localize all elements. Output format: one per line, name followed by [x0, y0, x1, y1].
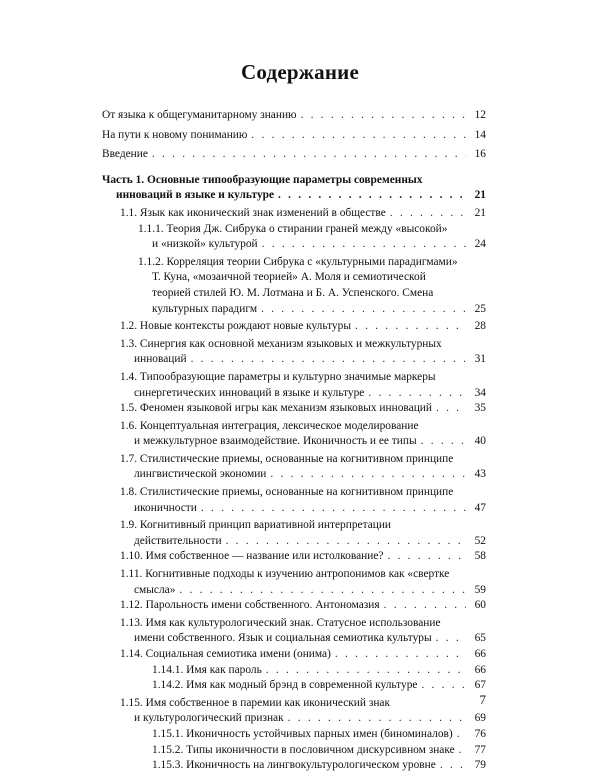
toc-page-number: 65	[474, 632, 486, 645]
toc-entry-text: Введение	[102, 148, 148, 161]
dot-leader	[262, 237, 466, 253]
toc-entry-text: 1.14.2. Имя как модный брэнд в современной культуре	[152, 679, 418, 692]
dot-leader	[421, 678, 466, 694]
toc-entry-text: инноваций	[134, 353, 187, 366]
toc-page-number: 66	[474, 648, 486, 660]
dot-leader	[152, 147, 466, 163]
toc-page-number: 24	[474, 238, 486, 251]
dot-leader	[201, 501, 466, 517]
dot-leader	[261, 302, 466, 318]
dot-leader	[368, 386, 466, 402]
dot-leader	[335, 647, 466, 663]
toc-entry-text: 1.6. Концептуальная интеграция, лексическое моделирование	[120, 419, 419, 432]
toc-entry-text: 1.15.2. Типы иконичности в пословичном дискурсивном знаке	[152, 743, 455, 756]
toc-entry-text: От языка к общегуманитарному знанию	[102, 109, 297, 121]
toc-entry[interactable]	[102, 678, 486, 694]
toc-entry-text: 1.2. Новые контексты рождают новые культуры	[120, 320, 351, 333]
toc-entry-text: 1.12. Парольность имени собственного. Антономазия	[120, 599, 380, 612]
dot-leader	[457, 727, 466, 743]
toc-page-number: 21	[474, 206, 486, 219]
toc-entry[interactable]	[102, 173, 486, 204]
toc-entry[interactable]	[102, 743, 486, 759]
table-of-contents	[102, 108, 486, 774]
dot-leader	[390, 206, 466, 222]
toc-entry-text: 1.1. Язык как иконический знак изменений в обществе	[120, 206, 386, 219]
toc-entry[interactable]	[102, 727, 486, 743]
toc-entry-text: 1.1.1. Теория Дж. Сибрука о стирании граней между «высокой»	[138, 222, 448, 235]
toc-entry[interactable]	[102, 419, 486, 450]
toc-entry-text: теорией стилей Ю. М. Лотмана и Б. А. Успенского. Смена	[152, 286, 434, 299]
toc-entry-text: 1.5. Феномен языковой игры как механизм языковых инноваций	[120, 402, 432, 415]
toc-entry-text: Т. Куна, «мозаичной теорией» А. Моля и семиотической	[152, 271, 426, 284]
toc-entry-text: 1.11. Когнитивные подходы к изучению антропонимов как «свертке	[120, 568, 450, 581]
dot-leader	[355, 319, 466, 335]
toc-page-number: 25	[474, 302, 486, 315]
dot-leader	[179, 583, 466, 599]
toc-page-number: 77	[474, 743, 486, 756]
toc-page-number: 40	[474, 435, 486, 448]
toc-entry[interactable]	[102, 549, 486, 565]
page-title: Содержание	[241, 60, 359, 84]
dot-leader	[440, 758, 466, 774]
dot-leader	[266, 663, 466, 679]
toc-entry-text: 1.8. Стилистические приемы, основанные на когнитивном принципе	[120, 486, 454, 499]
toc-entry[interactable]	[102, 452, 486, 483]
toc-entry-text: иконичности	[134, 501, 197, 514]
toc-page-number: 52	[474, 534, 486, 547]
toc-entry-text: имени собственного. Язык и социальная семиотика культуры	[134, 632, 432, 645]
toc-entry[interactable]	[102, 370, 486, 401]
toc-entry-text: Часть 1. Основные типообразующие параметры современных	[102, 173, 423, 186]
toc-entry[interactable]	[102, 663, 486, 679]
toc-entry[interactable]	[102, 319, 486, 335]
toc-page-number: 67	[474, 679, 486, 692]
toc-entry[interactable]	[102, 255, 486, 317]
toc-entry-text: 1.14.1. Имя как пароль	[152, 663, 262, 676]
toc-page-number: 16	[474, 148, 486, 161]
toc-entry-text: и межкультурное взаимодействие. Иконичность и ее типы	[134, 435, 417, 448]
toc-page-number: 31	[474, 353, 486, 366]
toc-entry-text: действительности	[134, 534, 222, 547]
toc-entry-text: культурных парадигм	[152, 302, 258, 315]
toc-entry[interactable]	[102, 337, 486, 368]
toc-entry[interactable]	[102, 567, 486, 598]
toc-entry-text: 1.4. Типообразующие параметры и культурно значимые маркеры	[120, 370, 436, 383]
toc-entry[interactable]	[102, 647, 486, 663]
toc-entry-text: инноваций в языке и культуре	[116, 189, 275, 202]
toc-entry[interactable]	[102, 598, 486, 614]
dot-leader	[387, 549, 466, 565]
toc-entry-text: 1.1.2. Корреляция теории Сибрука с «культурными парадигмами»	[138, 255, 458, 268]
toc-entry-text: 1.13. Имя как культурологический знак. Статусное использование	[120, 616, 441, 629]
toc-entry[interactable]	[102, 401, 486, 417]
toc-entry-text: 1.10. Имя собственное — название или истолкование?	[120, 550, 384, 563]
toc-entry-text: 1.15.1. Иконичность устойчивых парных имен (биноминалов)	[152, 727, 453, 740]
toc-page-number: 66	[474, 663, 486, 676]
toc-page-number: 34	[474, 386, 486, 399]
toc-entry-text: 1.14. Социальная семиотика имени (онима)	[120, 648, 331, 660]
toc-entry[interactable]	[102, 758, 486, 774]
dot-leader	[270, 467, 466, 483]
dot-leader	[251, 128, 466, 144]
toc-entry-text: На пути к новому пониманию	[102, 128, 248, 141]
toc-page-number: 76	[474, 727, 486, 740]
toc-page-number: 79	[474, 759, 486, 772]
dot-leader	[421, 434, 466, 450]
toc-entry-text: смысла»	[134, 583, 176, 596]
toc-entry-text: 1.15. Имя собственное в паремии как иконический знак	[120, 696, 391, 709]
toc-entry[interactable]	[102, 222, 486, 253]
dot-leader	[191, 352, 466, 368]
dot-leader	[301, 108, 466, 124]
toc-entry-text: и культурологический признак	[134, 712, 284, 725]
toc-page-number: 43	[474, 468, 486, 481]
toc-entry-text: 1.7. Стилистические приемы, основанные на когнитивном принципе	[120, 452, 454, 465]
toc-entry[interactable]	[102, 616, 486, 647]
page-number: 7	[479, 692, 486, 707]
toc-page-number: 21	[474, 189, 486, 202]
toc-page-number: 69	[474, 712, 486, 725]
toc-page-number: 14	[474, 128, 486, 141]
toc-page-number: 12	[474, 109, 486, 121]
dot-leader	[436, 401, 466, 417]
toc-page-number: 47	[474, 501, 486, 514]
toc-entry[interactable]	[102, 485, 486, 516]
toc-entry[interactable]	[102, 147, 486, 163]
toc-page-number: 35	[474, 402, 486, 415]
dot-leader	[226, 534, 466, 550]
toc-entry[interactable]	[102, 518, 486, 549]
dot-leader	[288, 711, 466, 727]
toc-page-number: 59	[474, 583, 486, 596]
toc-entry[interactable]	[102, 696, 486, 727]
toc-entry[interactable]	[102, 206, 486, 222]
toc-entry-text: синергетических инноваций в языке и культуре	[134, 386, 365, 399]
toc-entry[interactable]	[102, 128, 486, 144]
toc-entry[interactable]	[102, 108, 486, 124]
dot-leader	[436, 631, 466, 647]
dot-leader	[278, 188, 466, 204]
toc-entry-text: 1.3. Синергия как основной механизм языковых и межкультурных	[120, 337, 442, 350]
toc-entry-text: 1.9. Когнитивный принцип вариативной интерпретации	[120, 519, 392, 532]
dot-leader	[459, 743, 466, 759]
dot-leader	[384, 598, 466, 614]
toc-page-number: 28	[474, 320, 486, 333]
toc-entry-text: и «низкой» культурой	[152, 238, 258, 251]
toc-entry-text: лингвистической экономии	[134, 468, 267, 481]
toc-page-number: 60	[474, 599, 486, 612]
toc-entry-text: 1.15.3. Иконичность на лингвокультурологическом уровне	[152, 759, 436, 772]
toc-page-number: 58	[474, 550, 486, 563]
